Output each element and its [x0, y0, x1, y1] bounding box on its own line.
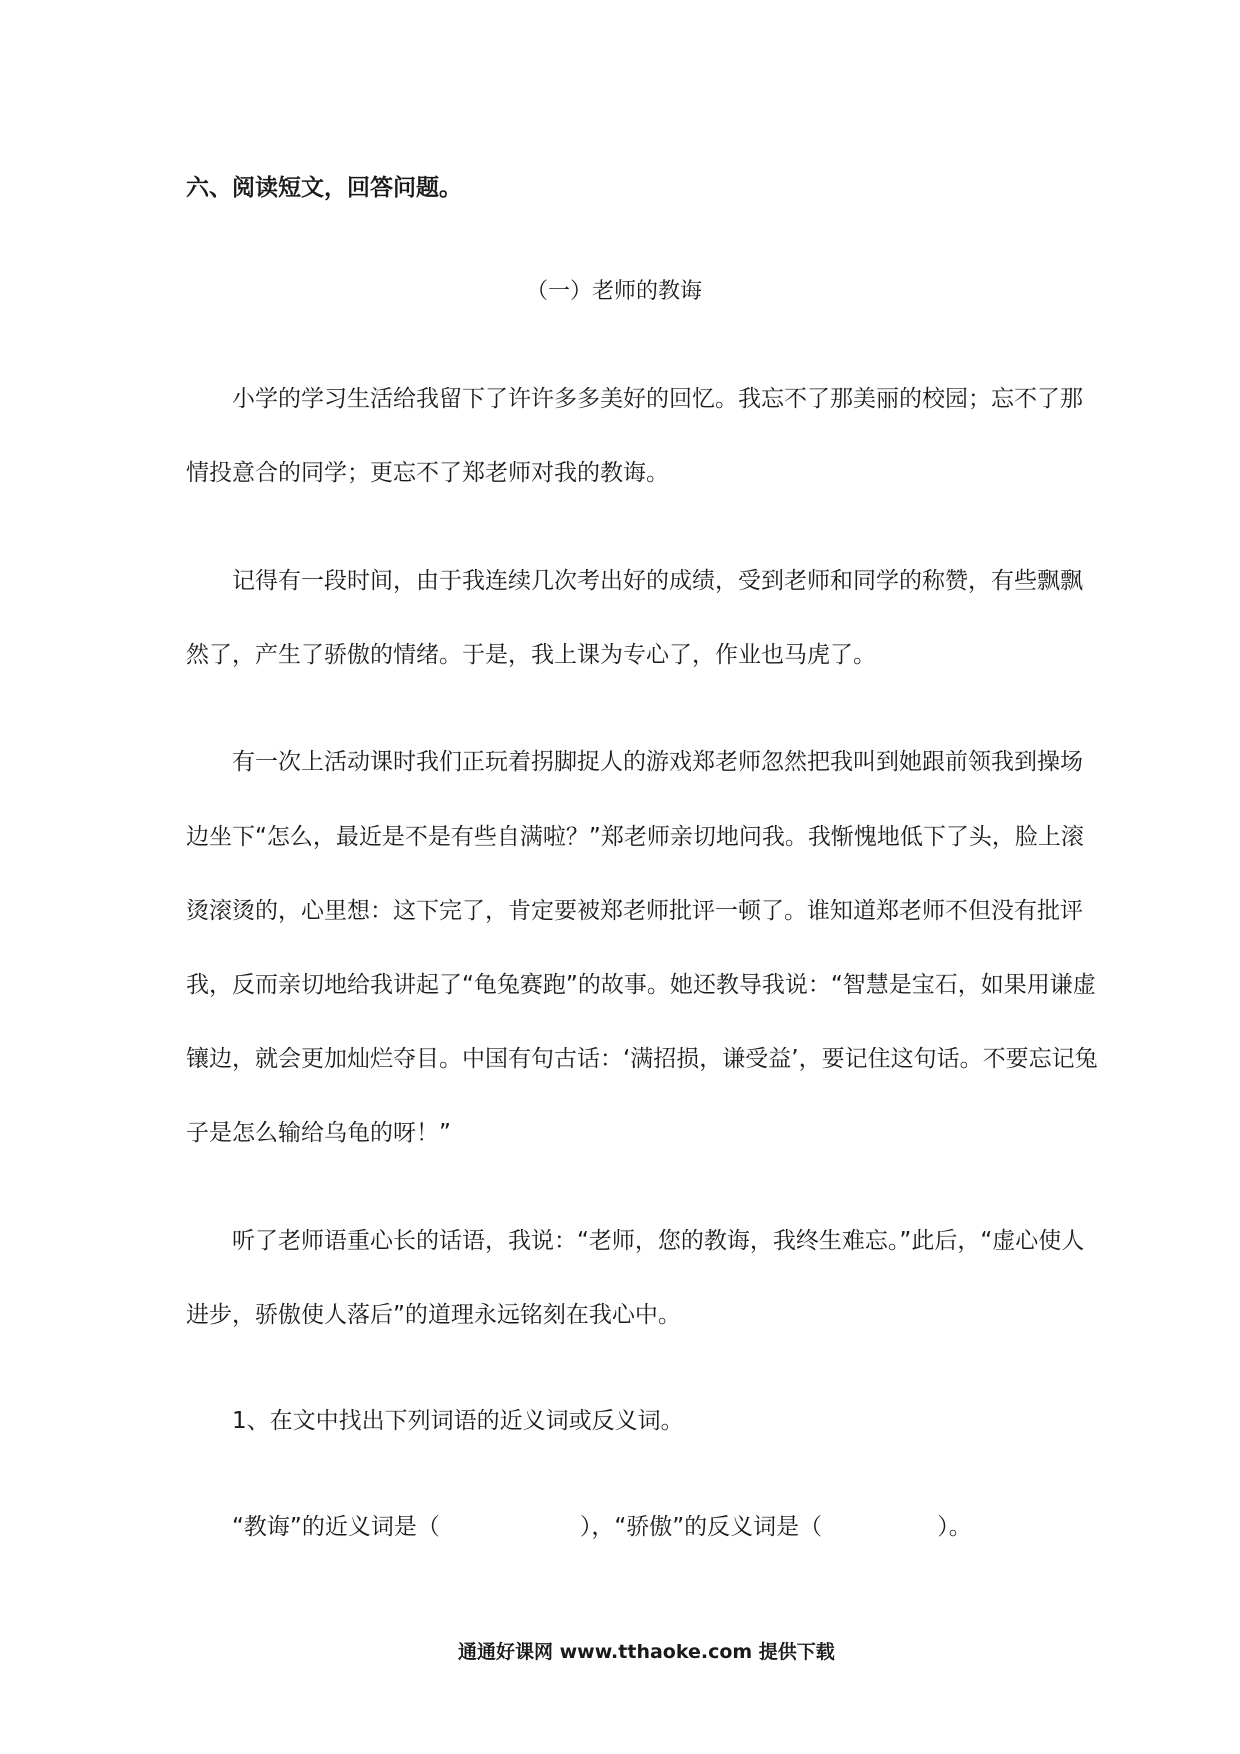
footer-download-note: 通通好课网 www.tthaoke.com 提供下载 [458, 1641, 835, 1663]
paragraph-4-line-1: 听了老师语重心长的话语，我说：“老师，您的教诲，我终生难忘。”此后，“虚心使人 [232, 1228, 1085, 1254]
question-1-prompt: 1、在文中找出下列词语的近义词或反义词。 [232, 1408, 684, 1434]
paragraph-3-line-2: 边坐下“怎么，最近是不是有些自满啦？”郑老师亲切地问我。我惭愧地低下了头，脸上滚 [186, 824, 1084, 850]
paragraph-1-line-1: 小学的学习生活给我留下了许许多多美好的回忆。我忘不了那美丽的校园；忘不了那 [232, 386, 1083, 412]
passage-title: （一）老师的教诲 [526, 279, 703, 304]
paragraph-2-line-2: 然了，产生了骄傲的情绪。于是，我上课为专心了，作业也马虎了。 [186, 642, 876, 668]
question-1-part-c: ）。 [937, 1514, 972, 1540]
question-1-part-b: ），“骄傲”的反义词是（ [579, 1514, 823, 1540]
paragraph-2-line-1: 记得有一段时间，由于我连续几次考出好的成绩，受到老师和同学的称赞，有些飘飘 [232, 568, 1083, 594]
paragraph-4-line-2: 进步，骄傲使人落后”的道理永远铭刻在我心中。 [186, 1302, 681, 1328]
paragraph-3-line-4: 我，反而亲切地给我讲起了“龟兔赛跑”的故事。她还教导我说：“智慧是宝石，如果用谦虚 [186, 972, 1096, 998]
section-heading: 六、阅读短文，回答问题。 [186, 175, 462, 201]
paragraph-3-line-5: 镶边，就会更加灿烂夺目。中国有句古话：‘满招损，谦受益’，要记住这句话。不要忘记兔 [186, 1046, 1098, 1072]
paragraph-3-line-1: 有一次上活动课时我们正玩着拐脚捉人的游戏郑老师忽然把我叫到她跟前领我到操场 [232, 749, 1083, 775]
paragraph-3-line-3: 烫滚烫的，心里想：这下完了，肯定要被郑老师批评一顿了。谁知道郑老师不但没有批评 [186, 898, 1083, 924]
question-1-part-a: “教诲”的近义词是（ [232, 1514, 440, 1540]
question-1-answer-line [232, 1512, 972, 1542]
paragraph-3-line-6: 子是怎么输给乌龟的呀！” [186, 1120, 451, 1146]
paragraph-1-line-2: 情投意合的同学；更忘不了郑老师对我的教诲。 [186, 460, 669, 486]
